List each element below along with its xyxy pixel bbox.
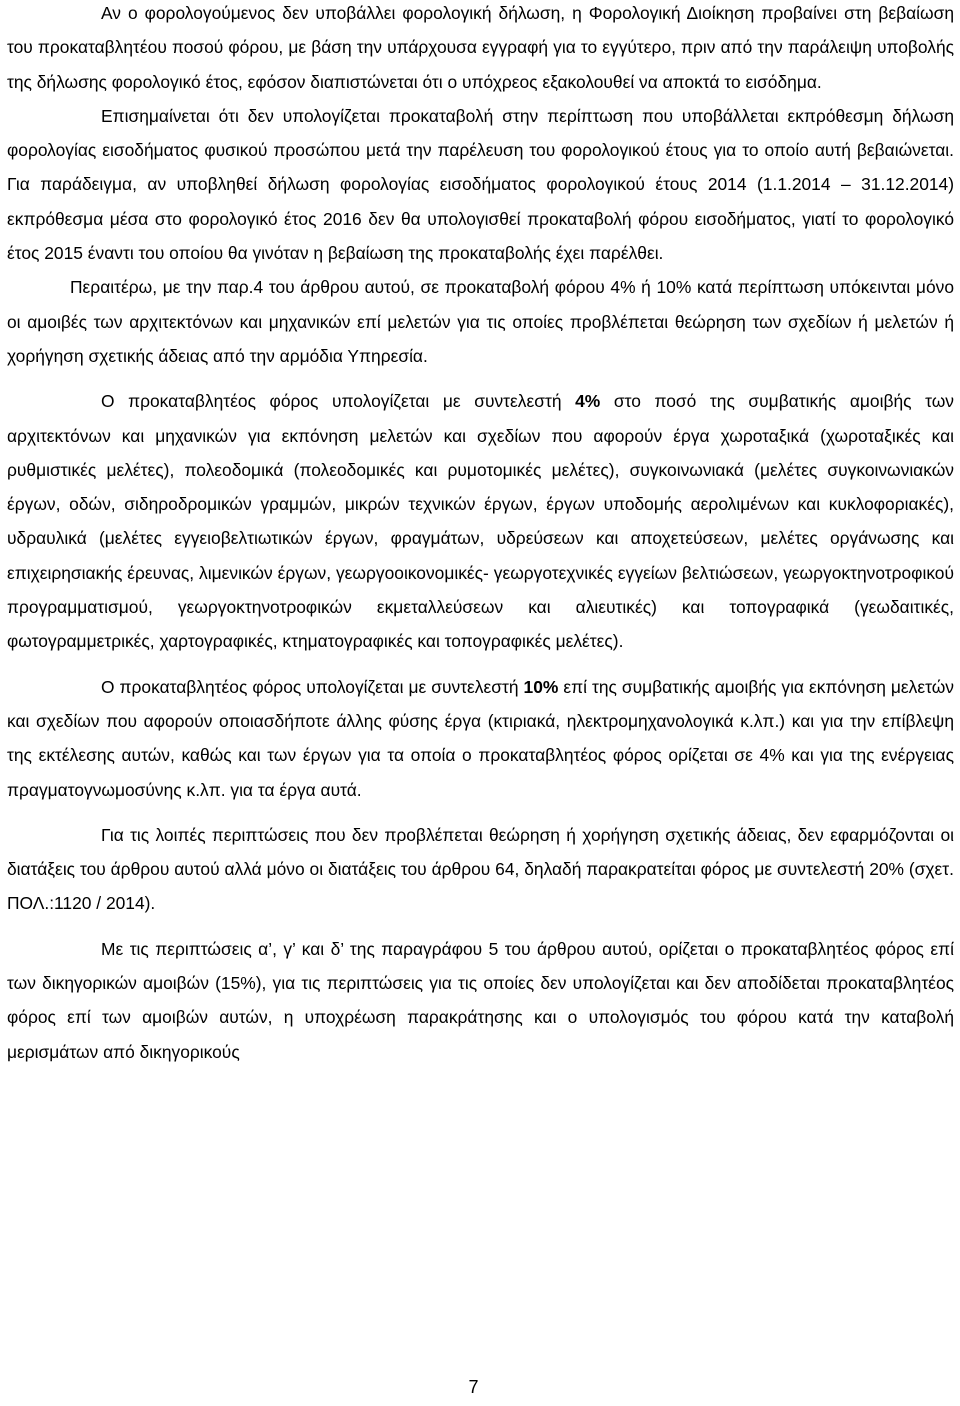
page-number: 7 [468, 1377, 479, 1397]
text-run: επί της συμβατικής αμοιβής για εκπόνηση μελετών και σχεδίων που αφορούν οποιασδήποτε άλλης φύσης έργα (κτιριακά, ηλεκτρομηχανολογικά κ.λπ.) και για την επίβλεψη της εκτέλεσης αυτών, καθώς και των έργων για τα οποία ο προκαταβλητέος φόρος ορίζεται σε 4% και για της ενέργειας πραγματογνωμοσύνης κ.λπ. για τα έργα αυτά. [7, 676, 954, 800]
paragraph-4 [7, 384, 954, 658]
paragraph-1 [7, 0, 954, 99]
paragraph-3 [7, 270, 954, 373]
paragraph-7 [7, 932, 954, 1069]
document-page [7, 0, 954, 1069]
text-run: Ο προκαταβλητέος φόρος υπολογίζεται με συντελεστή [101, 676, 524, 697]
text-run: Για τις λοιπές περιπτώσεις που δεν προβλέπεται θεώρηση ή χορήγηση σχετικής άδειας, δεν εφαρμόζονται οι διατάξεις του άρθρου αυτού αλλά μόνο οι διατάξεις του άρθρου 64, δηλαδή παρακρατείται φόρος με συντελεστή 20% (σχετ. ΠΟΛ.:1120 / 2014). [7, 824, 954, 914]
text-run: Αν ο φορολογούμενος δεν υποβάλλει φορολογική δήλωση, η Φορολογική Διοίκηση προβαίνει στη βεβαίωση του προκαταβλητέου ποσού φόρου, με βάση την υπάρχουσα εγγραφή για το εγγύτερο, πριν από την παράλειψη υποβολής της δήλωσης φορολογικό έτος, εφόσον διαπιστώνεται ότι ο υπόχρεος εξακολουθεί να αποκτά το εισόδημα. [7, 3, 954, 92]
bold-text: 10% [523, 676, 559, 697]
text-run: Με τις περιπτώσεις α’, γ’ και δ’ της παραγράφου 5 του άρθρου αυτού, ορίζεται ο προκαταβλητέος φόρος επί των δικηγορικών αμοιβών (15%), για τις περιπτώσεις για τις οποίες δεν υπολογίζεται και δεν αποδίδεται προκαταβλητέος φόρος επί των αμοιβών αυτών, η υποχρέωση παρακράτησης και ο υπολογισμός του φόρου κατά την καταβολή μερισμάτων από δικηγορικούς [7, 938, 954, 1062]
paragraph-6 [7, 818, 954, 921]
bold-text: 4% [575, 391, 601, 412]
paragraph-2 [7, 99, 954, 270]
text-run: Ο προκαταβλητέος φόρος υπολογίζεται με συντελεστή [101, 391, 576, 412]
text-run: Περαιτέρω, με την παρ.4 του άρθρου αυτού, σε προκαταβολή φόρου 4% ή 10% κατά περίπτωση υπόκεινται μόνο οι αμοιβές των αρχιτεκτόνων και μηχανικών επί μελετών για τις οποίες προβλέπεται θεώρηση των σχεδίων ή μελετών ή χορήγηση σχετικής άδειας από την αρμόδια Υπηρεσία. [7, 277, 954, 366]
text-run: στο ποσό της συμβατικής αμοιβής των αρχιτεκτόνων και μηχανικών για εκπόνηση μελετών και σχεδίων που αφορούν έργα χωροταξικά (χωροταξικές και ρυθμιστικές μελέτες), πολεοδομικά (πολεοδομικές και ρυμοτομικές μελέτες), συγκοινωνιακά (μελέτες συγκοινωνιακών έργων, οδών, σιδηροδρομικών γραμμών, μικρών τεχνικών έργων, έργων υποδομής αερολιμένων και κυκλοφοριακές), υδραυλικά (μελέτες εγγειοβελτιωτικών έργων, φραγμάτων, υδρεύσεων και αποχετεύσεων, μελέτες οργάνωσης και επιχειρησιακής έρευνας, λιμενικών έργων, γεωργοοικονομικές- γεωργοτεχνικές εγγείων βελτιώσεων, γεωργοκτηνοτροφικού προγραμματισμού, γεωργοκτηνοτροφικών εκμεταλλεύσεων και αλιευτικές) και τοπογραφικά (γεωδαιτικές, φωτογραμμετρικές, χαρτογραφικές, κτηματογραφικές και τοπογραφικές μελέτες). [7, 391, 954, 652]
paragraph-5 [7, 670, 954, 807]
text-run: Επισημαίνεται ότι δεν υπολογίζεται προκαταβολή στην περίπτωση που υποβάλλεται εκπρόθεσμη δήλωση φορολογίας εισοδήματος φυσικού προσώπου μετά την παρέλευση του φορολογικού έτους για το οποίο αυτή βεβαιώνεται. Για παράδειγμα, αν υποβληθεί δήλωση φορολογίας εισοδήματος φορολογικού έτους 2014 (1.1.2014 – 31.12.2014) εκπρόθεσμα μέσα στο φορολογικό έτος 2016 δεν θα υπολογισθεί προκαταβολή φόρου εισοδήματος, γιατί το φορολογικό έτος 2015 έναντι του οποίου θα γινόταν η βεβαίωση της προκαταβολής έχει παρέλθει. [7, 105, 954, 264]
